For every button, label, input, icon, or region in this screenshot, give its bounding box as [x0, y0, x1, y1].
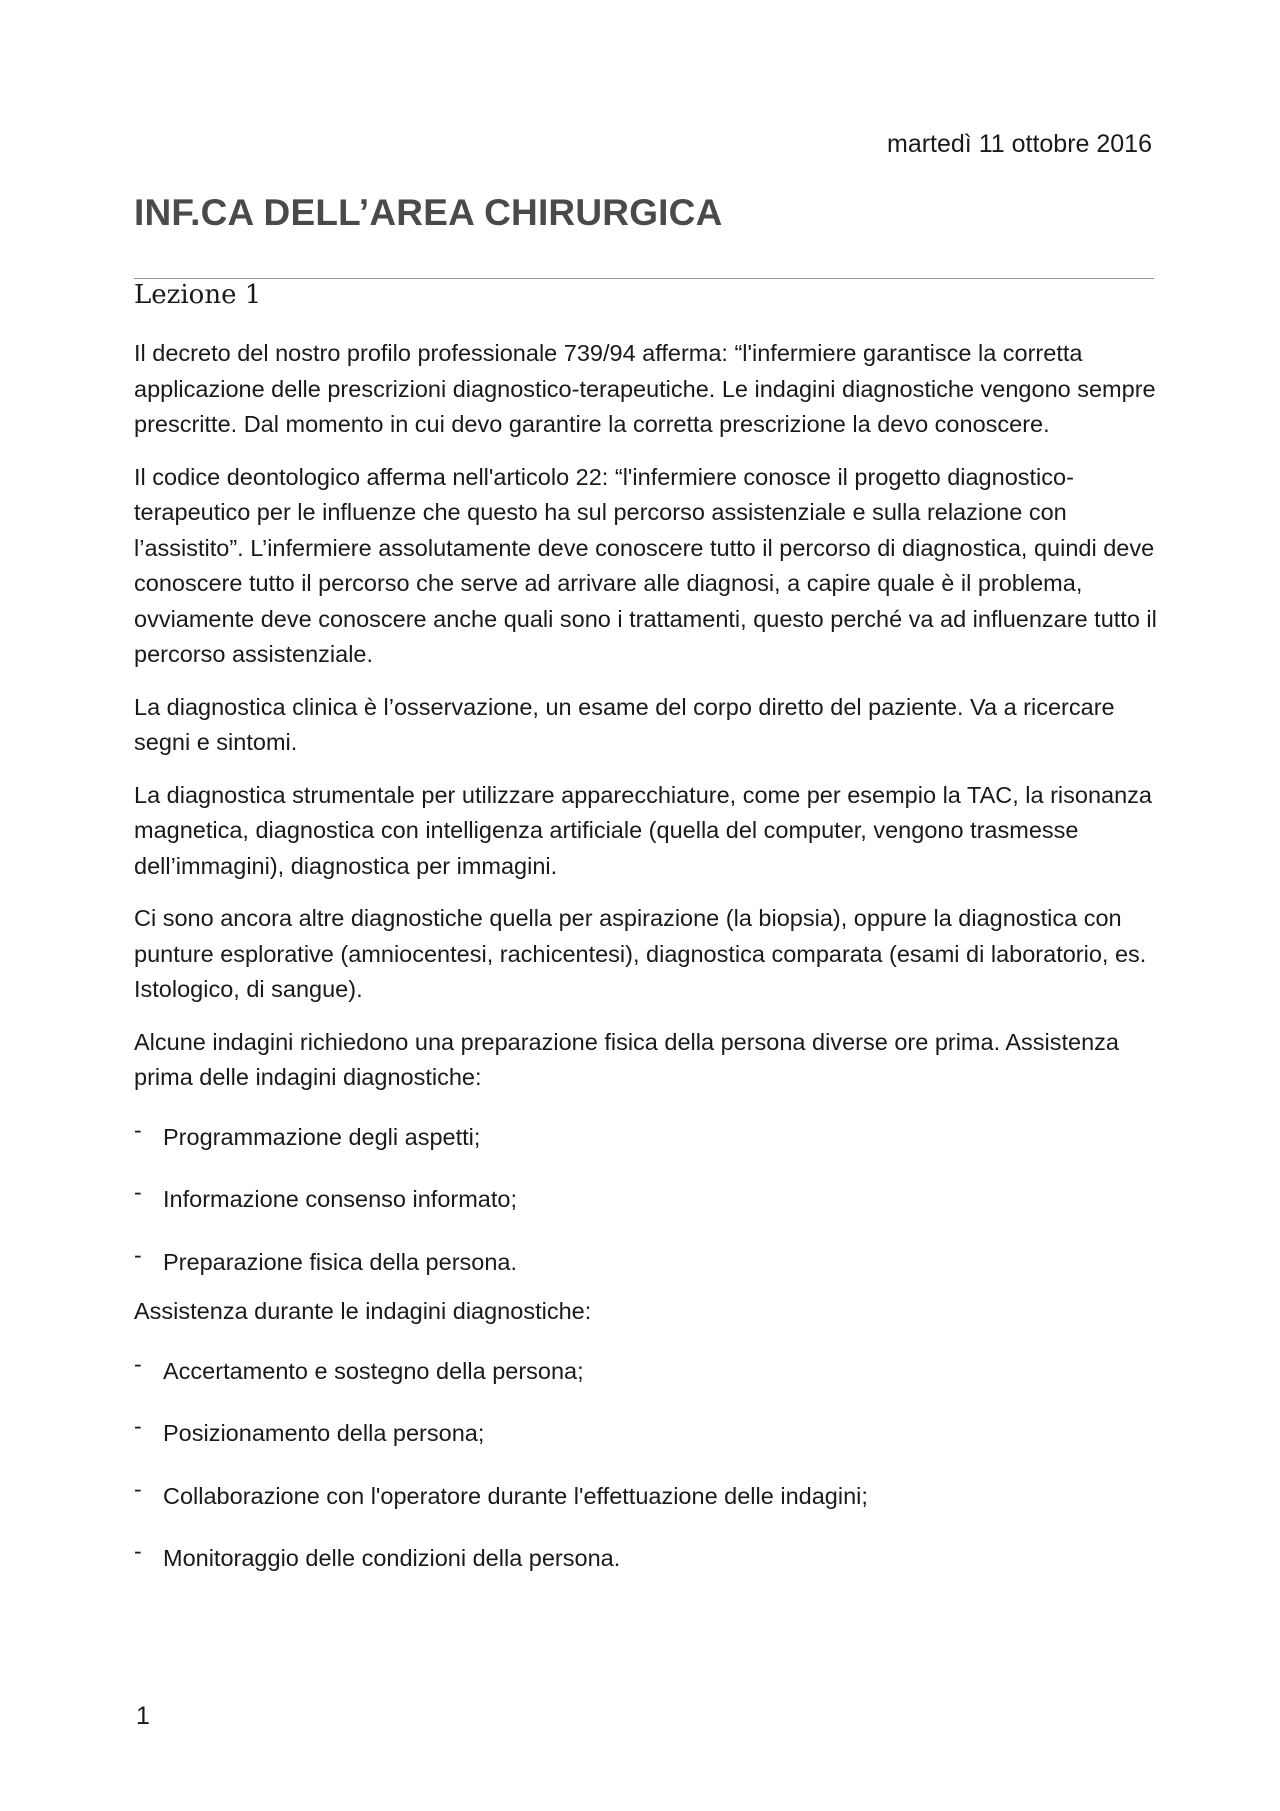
document-title: INF.CA DELL’AREA CHIRURGICA	[134, 192, 723, 233]
paragraph-assistenza-durante: Assistenza durante le indagini diagnostiche:	[134, 1298, 592, 1324]
list-item: - Collaborazione con l'operatore durante l'effettuazione delle indagini;	[134, 1479, 1164, 1515]
list-item: - Informazione consenso informato;	[134, 1182, 1164, 1218]
paragraph-diagnostica-strumentale: La diagnostica strumentale per utilizzare apparecchiature, come per esempio la TAC, la risonanza magnetica, diagnostica con intelligenza artificiale (quella del computer, vengono trasmesse dell’immagini), diagnostica per immagini.	[134, 781, 1152, 879]
paragraph-diagnostica-clinica: La diagnostica clinica è l’osservazione, un esame del corpo diretto del paziente. Va a ricercare segni e sintomi.	[134, 693, 1115, 755]
bullet-dash: -	[134, 1179, 142, 1205]
paragraph-assistenza-prima: Alcune indagini richiedono una preparazione fisica della persona diverse ore prima. Assistenza prima delle indagini diagnostiche:	[134, 1028, 1119, 1090]
list-item: - Posizionamento della persona;	[134, 1416, 1164, 1452]
bullet-dash: -	[134, 1241, 142, 1268]
document-body	[134, 336, 1164, 1577]
list-item: - Accertamento e sostegno della persona;	[134, 1354, 1164, 1390]
list-assistenza-durante	[134, 1350, 1164, 1577]
section-divider	[134, 278, 1154, 279]
list-item: - Monitoraggio delle condizioni della persona.	[134, 1541, 1164, 1577]
bullet-dash: -	[134, 1350, 142, 1377]
bullet-dash: -	[134, 1475, 142, 1502]
paragraph-decreto: Il decreto del nostro profilo professionale 739/94 afferma: “l'infermiere garantisce la corretta applicazione delle prescrizioni diagnostico-terapeutiche. Le indagini diagnostiche vengono sempre prescritte. Dal momento in cui devo garantire la corretta prescrizione la devo conoscere.	[134, 340, 1156, 437]
bullet-dash: -	[134, 1538, 142, 1564]
list-assistenza-prima	[134, 1116, 1164, 1281]
list-item: - Preparazione fisica della persona.	[134, 1245, 1164, 1281]
paragraph-altre-diagnostiche: Ci sono ancora altre diagnostiche quella per aspirazione (la biopsia), oppure la diagnostica con punture esplorative (amniocentesi, rachicentesi), diagnostica comparata (esami di laboratorio, es. Istologico, di sangue).	[134, 905, 1147, 1002]
document-date: martedì 11 ottobre 2016	[887, 130, 1152, 158]
section-heading: Lezione 1	[134, 280, 262, 310]
bullet-dash: -	[134, 1116, 142, 1143]
bullet-dash: -	[134, 1413, 142, 1439]
paragraph-codice-deontologico: Il codice deontologico afferma nell'articolo 22: “l'infermiere conosce il progetto diagnostico-terapeutico per le influenze che questo ha sul percorso assistenziale e sulla relazione con l’assistito”. L’infermiere assolutamente deve conoscere tutto il percorso di diagnostica, quindi deve conoscere tutto il percorso che serve ad arrivare alle diagnosi, a capire quale è il problema, ovviamente deve conoscere anche quali sono i trattamenti, questo perché va ad influenzare tutto il percorso assistenziale.	[134, 463, 1157, 667]
list-item: - Programmazione degli aspetti;	[134, 1120, 1164, 1156]
page-number: 1	[136, 1702, 150, 1730]
